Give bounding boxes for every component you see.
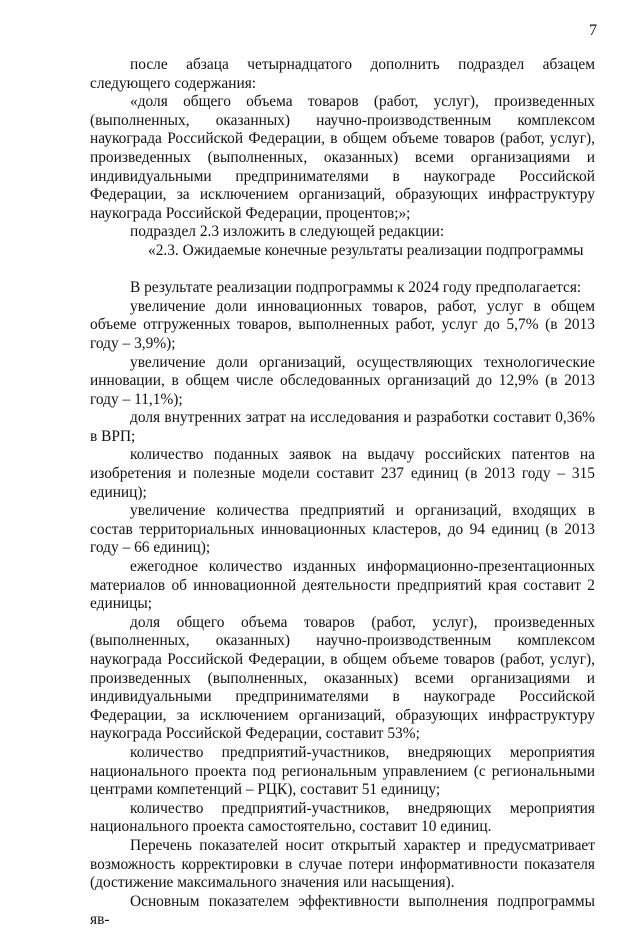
paragraph-9: количество поданных заявок на выдачу российских патентов на изобретения и полезные модели составит 237 единиц (в 2013 году – 315 единиц); bbox=[90, 446, 595, 501]
paragraph-12: доля общего объема товаров (работ, услуг), произведенных (выполненных, оказанных) научно-производственным комплексом наукограда Российской Федерации, в общем объеме товаров (работ, услуг), произведенных (выполненных, оказанных) всеми организациями и индивидуальными предпринимателями в наукограде Российской Федерации, за исключением организаций, образующих инфраструктуру наукограда Российской Федерации, составит 53%; bbox=[90, 613, 595, 743]
paragraph-7: увеличение доли организаций, осуществляющих технологические инновации, в общем числе обследованных организаций до 12,9% (в 2013 году – 11,1%); bbox=[90, 353, 595, 408]
paragraph-15: Перечень показателей носит открытый характер и предусматривает возможность корректировки в случае потери информативности показателя (достижение максимального значения или насыщения). bbox=[90, 836, 595, 892]
paragraph-14: количество предприятий-участников, внедряющих мероприятия национального проекта самостоятельно, составит 10 единиц. bbox=[90, 799, 595, 836]
paragraph-6: увеличение доли инновационных товаров, работ, услуг в общем объеме отгруженных товаров, выполненных работ, услуг до 5,7% (в 2013 году – 3,9%); bbox=[90, 297, 595, 352]
paragraph-13: количество предприятий-участников, внедряющих мероприятия национального проекта под региональным управлением (с региональными центрами компетенций – РЦК), составит 51 единицу; bbox=[90, 743, 595, 799]
paragraph-1: после абзаца четырнадцатого дополнить подраздел абзацем следующего содержания: bbox=[90, 56, 595, 92]
section-title: «2.3. Ожидаемые конечные результаты реализации подпрограммы bbox=[148, 241, 584, 259]
paragraph-16: Основным показателем эффективности выполнения подпрограммы яв- bbox=[90, 892, 595, 929]
page-number: 7 bbox=[589, 22, 597, 39]
paragraph-2: «доля общего объема товаров (работ, услуг), произведенных (выполненных, оказанных) научно-производственным комплексом наукограда Российской Федерации, в общем объеме товаров (работ, услуг), произведенных (выполненных, оказанных) всеми организациями и индивидуальными предпринимателями в наукограде Российской Федерации, за исключением организаций, образующих инфраструктуру наукограда Российской Федерации, процентов;»; bbox=[90, 93, 595, 222]
paragraph-8: доля внутренних затрат на исследования и разработки составит 0,36% в ВРП; bbox=[90, 409, 595, 445]
paragraph-3: подраздел 2.3 изложить в следующей редакции: bbox=[130, 223, 445, 241]
document-body bbox=[90, 56, 595, 930]
paragraph-5: В результате реализации подпрограммы к 2024 году предполагается: bbox=[130, 279, 582, 297]
paragraph-11: ежегодное количество изданных информационно-презентационных материалов об инновационной деятельности предприятий края составит 2 единицы; bbox=[90, 558, 595, 613]
paragraph-10: увеличение количества предприятий и организаций, входящих в состав территориальных инновационных кластеров, до 94 единиц (в 2013 году – 66 единиц); bbox=[90, 502, 595, 557]
